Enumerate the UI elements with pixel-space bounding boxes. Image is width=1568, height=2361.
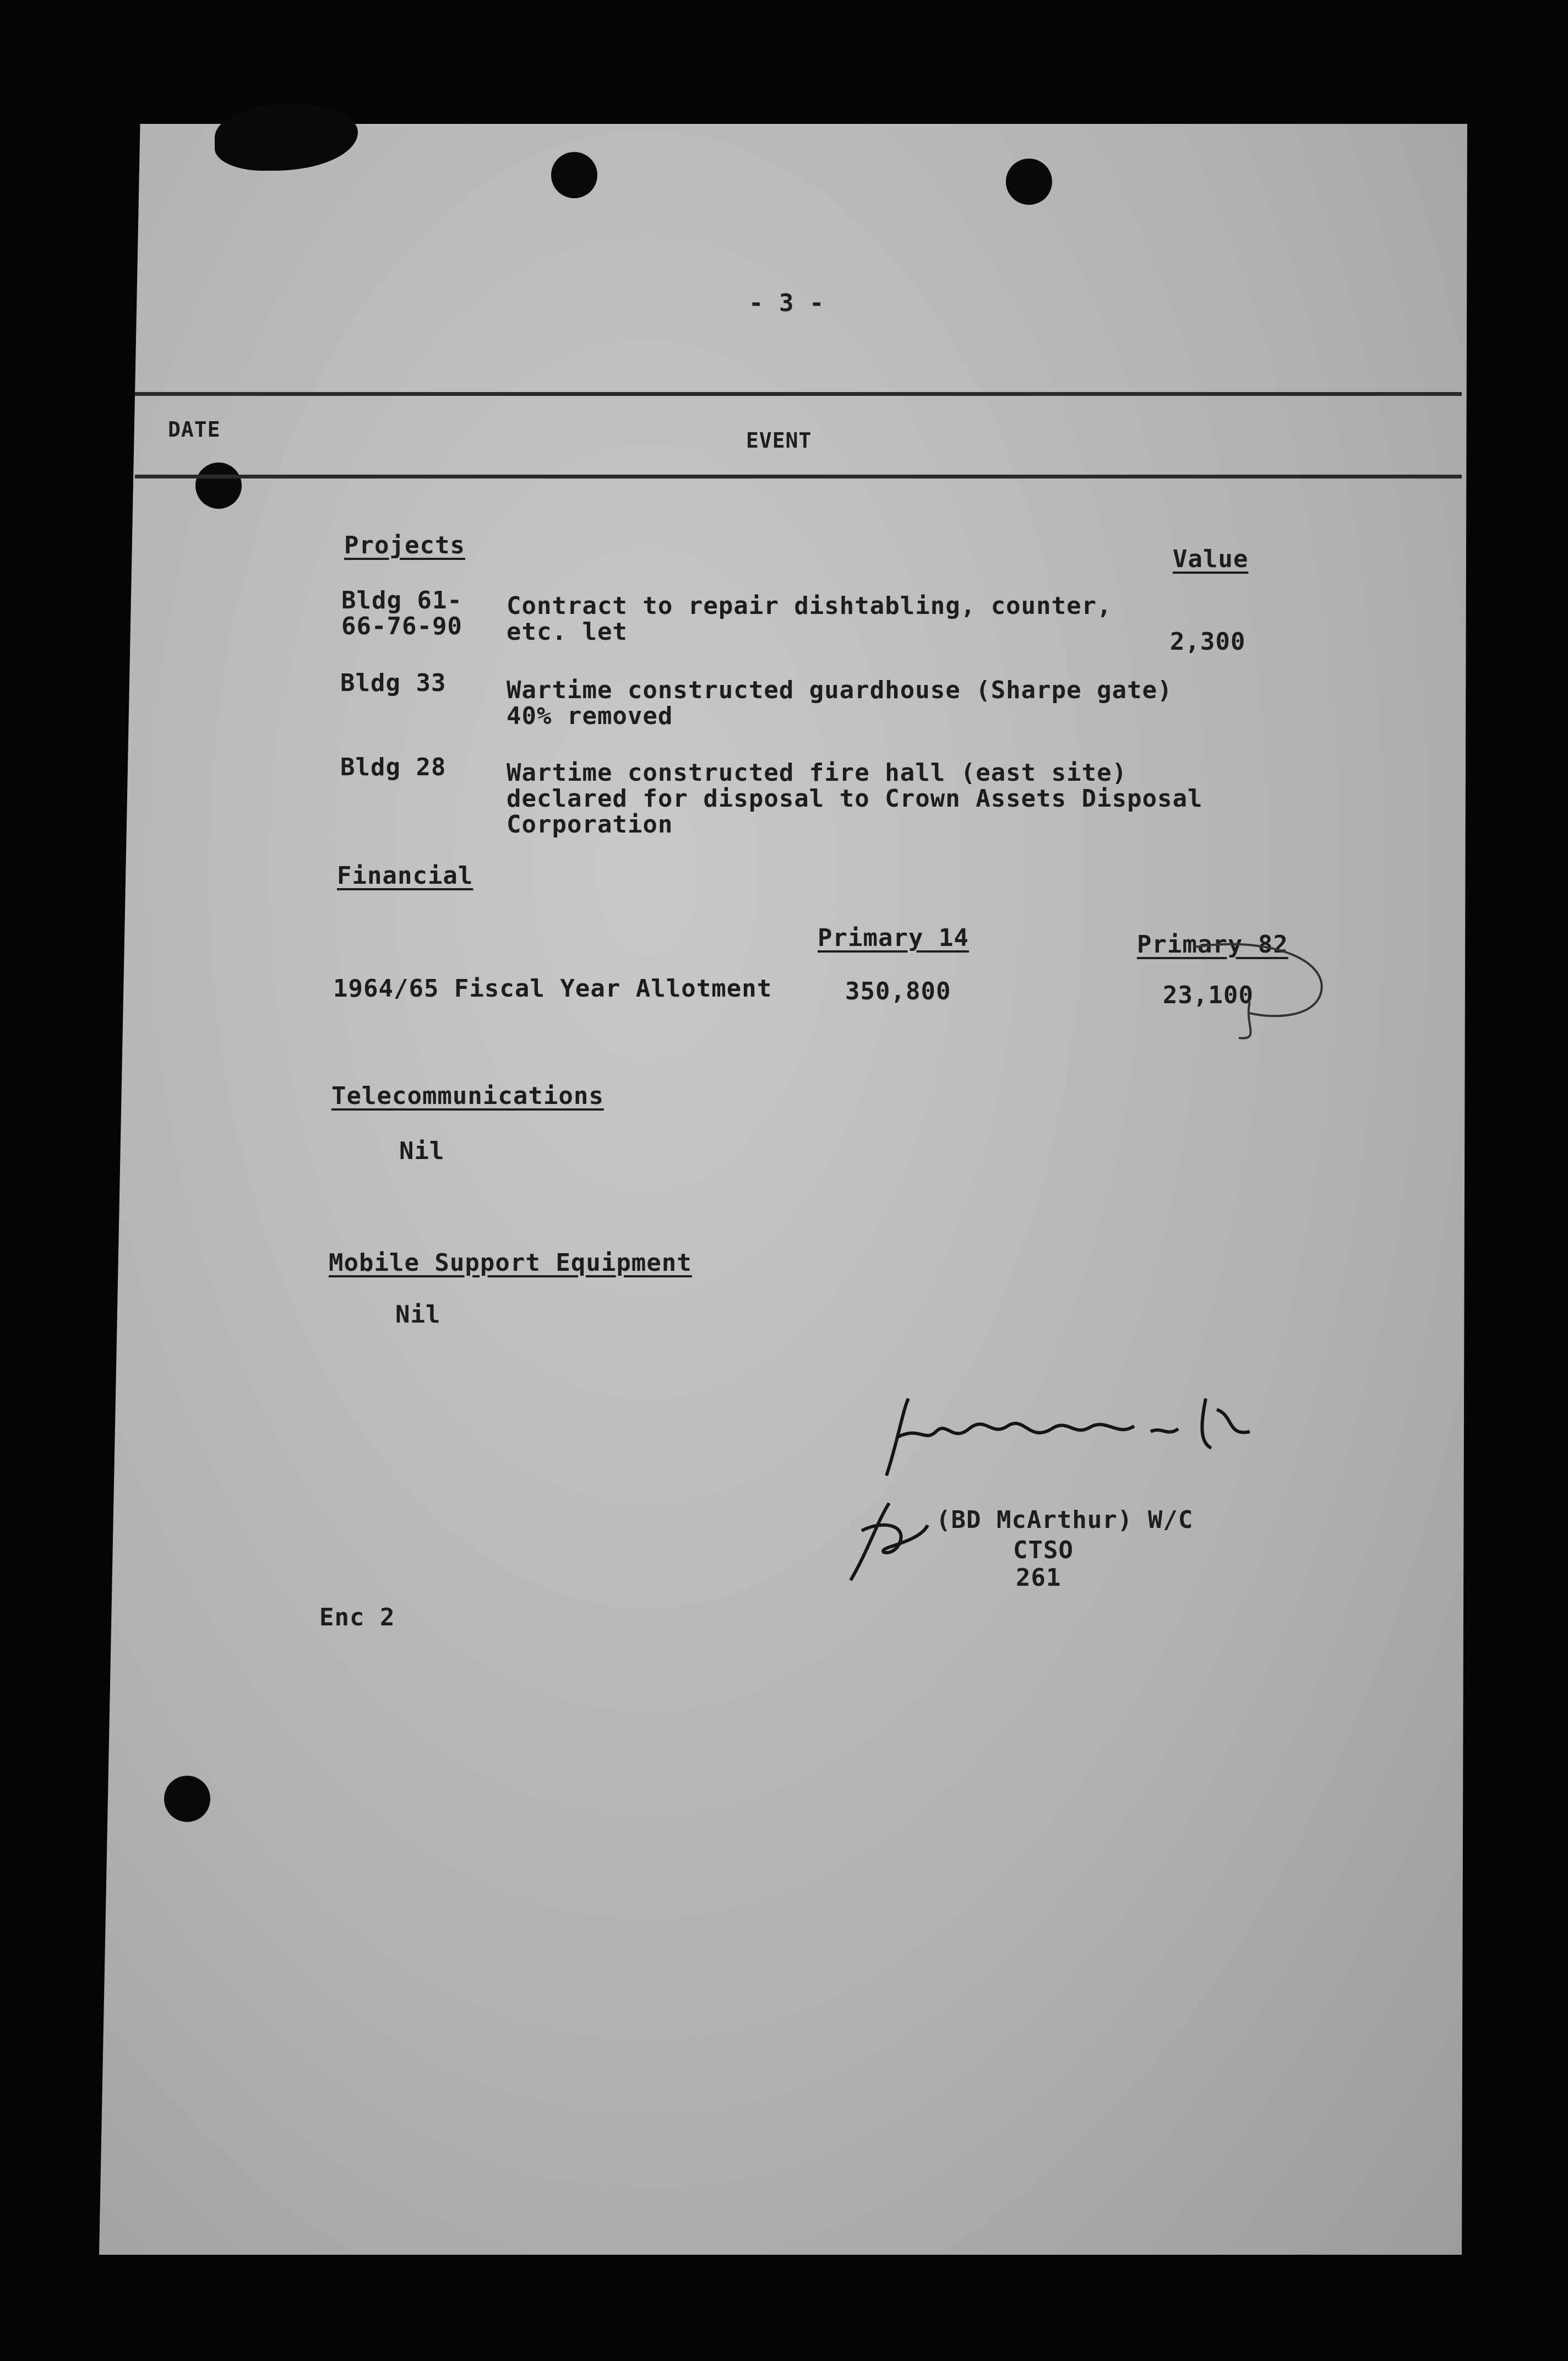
financial-value: 23,100 (1163, 981, 1254, 1009)
project-description: 40% removed (507, 702, 673, 730)
project-description: Wartime constructed fire hall (east site) (507, 759, 1128, 787)
value-heading: Value (1173, 545, 1249, 573)
financial-row-label: 1964/65 Fiscal Year Allotment (333, 975, 772, 1003)
project-ref: 66-76-90 (341, 612, 462, 640)
financial-heading: Financial (337, 862, 473, 890)
date-column-label: DATE (168, 417, 221, 442)
punch-hole (164, 1776, 210, 1822)
financial-column-header: Primary 14 (818, 924, 969, 952)
header-bottom-rule (135, 475, 1462, 478)
handwritten-initials (840, 1487, 939, 1586)
project-description: etc. let (507, 618, 628, 646)
project-ref: Bldg 61- (341, 586, 462, 614)
project-description: Contract to repair dishtabling, counter, (507, 592, 1112, 620)
signatory-number: 261 (1016, 1564, 1061, 1592)
project-description: declared for disposal to Crown Assets Disposal (507, 785, 1203, 813)
project-description: Wartime constructed guardhouse (Sharpe gate) (507, 676, 1173, 704)
page-number: - 3 - (749, 289, 825, 317)
financial-value: 350,800 (845, 977, 951, 1005)
project-ref: Bldg 28 (340, 753, 447, 781)
enclosure-note: Enc 2 (319, 1603, 395, 1631)
telecommunications-heading: Telecommunications (331, 1082, 604, 1110)
project-ref: Bldg 33 (340, 669, 447, 697)
telecommunications-value: Nil (399, 1137, 445, 1165)
punch-hole (195, 463, 242, 509)
header-top-rule (135, 392, 1462, 396)
punch-hole (551, 152, 597, 198)
mobile-support-heading: Mobile Support Equipment (329, 1249, 692, 1277)
financial-column-header: Primary 82 (1137, 931, 1288, 959)
signatory-title: CTSO (1013, 1536, 1074, 1564)
event-column-label: EVENT (746, 428, 812, 453)
punch-hole (1006, 159, 1052, 205)
project-value: 2,300 (1170, 628, 1246, 656)
mobile-support-value: Nil (395, 1301, 441, 1329)
handwritten-bracket (1184, 936, 1360, 1046)
signatory-name: (BD McArthur) W/C (936, 1506, 1194, 1534)
handwritten-signature (875, 1377, 1283, 1487)
project-description: Corporation (507, 810, 673, 839)
projects-heading: Projects (344, 531, 465, 559)
